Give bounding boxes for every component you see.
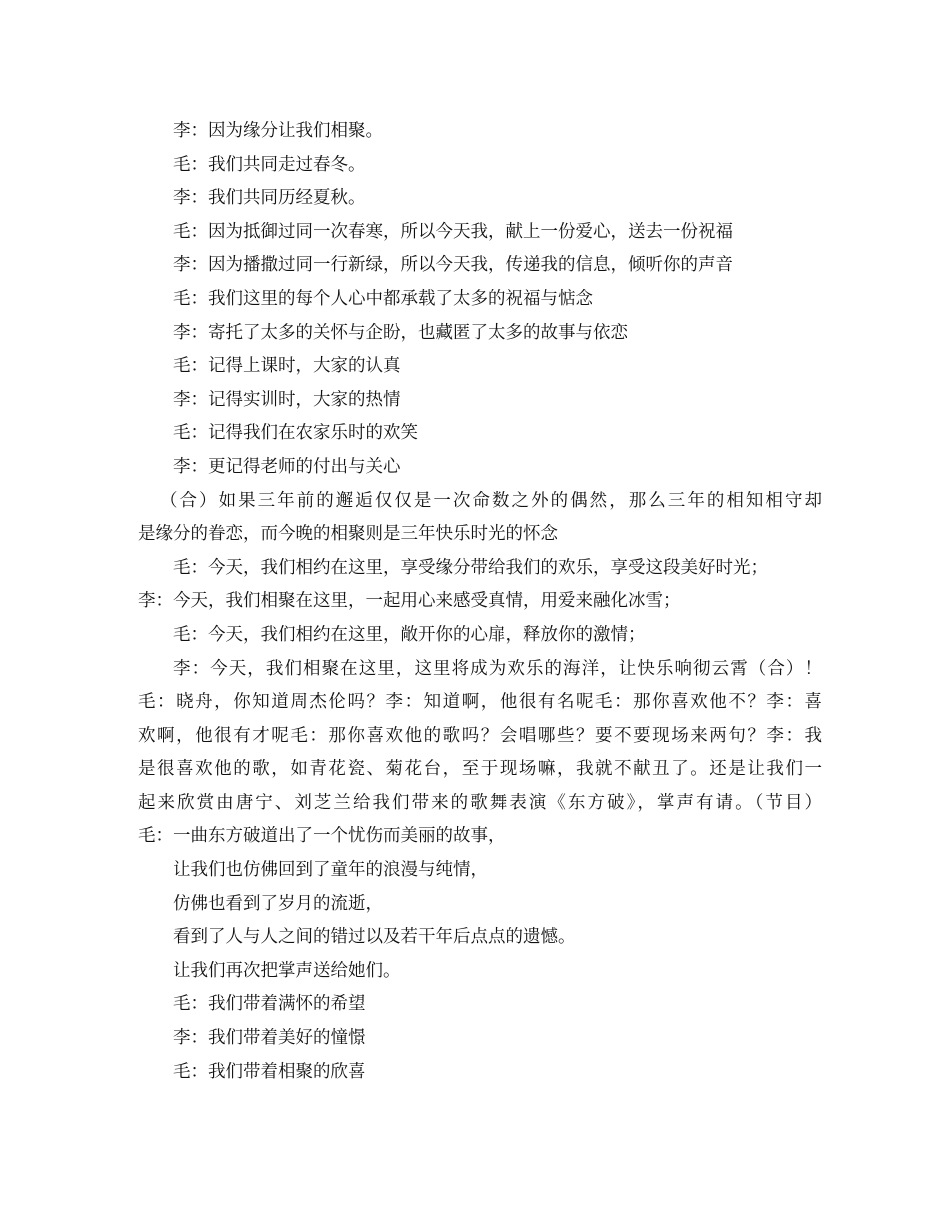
text-line: 李：更记得老师的付出与关心 (173, 456, 401, 477)
text-line: 毛：我们带着满怀的希望 (173, 994, 366, 1015)
text-line: 毛：记得上课时，大家的认真 (173, 356, 401, 377)
text-line: 仿佛也看到了岁月的流逝， (173, 893, 383, 914)
text-line: 毛：一曲东方破道出了一个忧伤而美丽的故事， (138, 826, 506, 847)
text-line: （合）如果三年前的邂逅仅仅是一次命数之外的偶然，那么三年的相知相守却 (160, 490, 822, 511)
text-line: 毛：今天，我们相约在这里，享受缘分带给我们的欢乐，享受这段美好时光； (173, 557, 768, 578)
text-line: 李：我们带着美好的憧憬 (173, 1028, 366, 1049)
text-line: 李：因为播撒过同一行新绿，所以今天我，传递我的信息，倾听你的声音 (173, 255, 733, 276)
text-line: 李：寄托了太多的关怀与企盼，也藏匿了太多的故事与依恋 (173, 322, 628, 343)
text-line: 欢啊，他很有才呢毛：那你喜欢他的歌吗？会唱哪些？要不要现场来两句？李：我 (138, 725, 822, 746)
text-line: 李：因为缘分让我们相聚。 (173, 121, 383, 141)
text-line: 看到了人与人之间的错过以及若干年后点点的遗憾。 (173, 927, 576, 948)
text-line: 李：今天，我们相聚在这里，这里将成为欢乐的海洋，让快乐响彻云霄（合）！ (173, 658, 822, 679)
text-line: 毛：我们共同走过春冬。 (173, 154, 366, 175)
text-line: 毛：我们带着相聚的欣喜 (173, 1061, 366, 1082)
text-line: 毛：今天，我们相约在这里，敞开你的心扉，释放你的激情； (173, 624, 646, 645)
text-line: 让我们也仿佛回到了童年的浪漫与纯情， (173, 860, 488, 881)
text-line: 毛：晓舟，你知道周杰伦吗？李：知道啊，他很有名呢毛：那你喜欢他不？李：喜 (138, 692, 822, 713)
text-line: 让我们再次把掌声送给她们。 (173, 960, 401, 981)
text-line: 是很喜欢他的歌，如青花瓷、菊花台，至于现场嘛，我就不献丑了。还是让我们一 (138, 759, 822, 780)
text-line: 是缘分的眷恋，而今晚的相聚则是三年快乐时光的怀念 (138, 524, 558, 545)
text-line: 毛：我们这里的每个人心中都承载了太多的祝福与惦念 (173, 288, 593, 309)
text-line: 毛：记得我们在农家乐时的欢笑 (173, 423, 418, 444)
text-line: 起来欣赏由唐宁、刘芝兰给我们带来的歌舞表演《东方破》，掌声有请。（节目） (138, 792, 822, 813)
text-line: 李：我们共同历经夏秋。 (173, 188, 366, 209)
text-line: 毛：因为抵御过同一次春寒，所以今天我，献上一份爱心，送去一份祝福 (173, 221, 733, 242)
document-body (138, 115, 822, 1089)
text-line: 李：今天，我们相聚在这里，一起用心来感受真情，用爱来融化冰雪； (138, 591, 681, 612)
text-line: 李：记得实训时，大家的热情 (173, 389, 401, 410)
